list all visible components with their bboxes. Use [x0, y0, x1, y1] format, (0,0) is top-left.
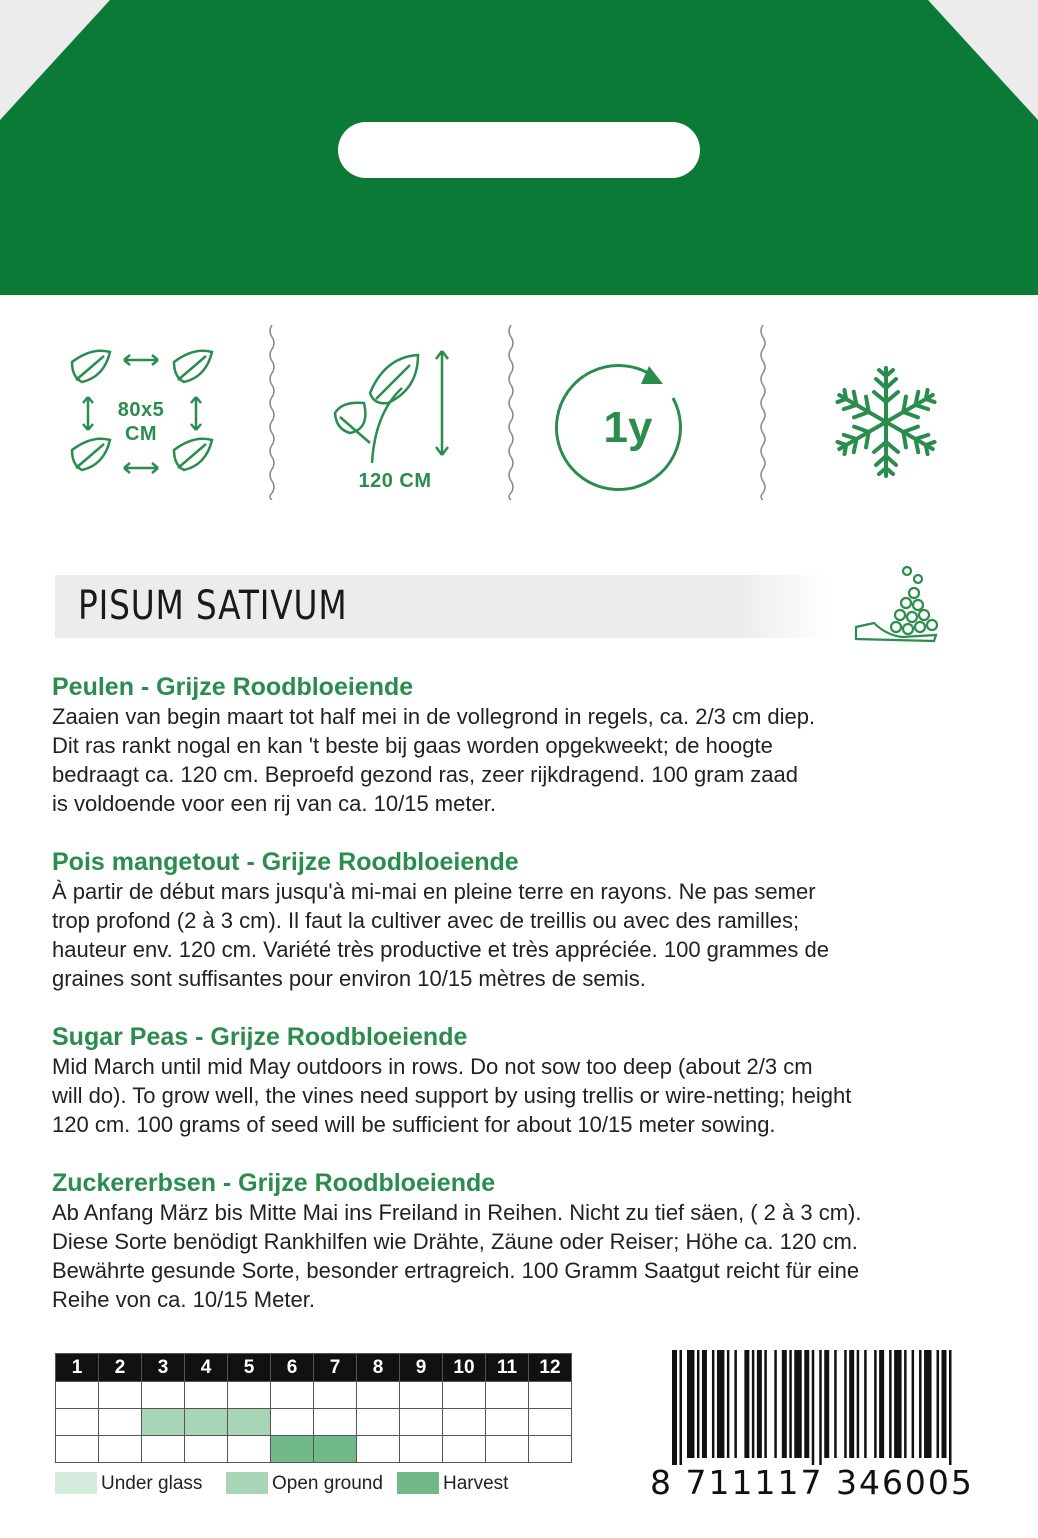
barcode-digits: 8 711117 346005 [650, 1463, 974, 1502]
calendar-cell [185, 1436, 228, 1463]
calendar-cell [486, 1436, 529, 1463]
barcode-bar [757, 1350, 762, 1458]
calendar-month-header: 9 [400, 1354, 443, 1382]
section-french [52, 847, 992, 993]
barcode-bar [819, 1350, 822, 1465]
barcode-bar [744, 1350, 749, 1458]
legend-label: Under glass [101, 1473, 203, 1494]
calendar-cell [529, 1409, 572, 1436]
calendar-month-header: 2 [99, 1354, 142, 1382]
section-line: graines sont suffisantes pour environ 10/15 mètres de semis. [52, 966, 646, 991]
calendar-month-header: 8 [357, 1354, 400, 1382]
barcode-bar [764, 1350, 767, 1458]
calendar-month-header: 10 [443, 1354, 486, 1382]
wavy-divider [267, 325, 277, 500]
barcode-bar [924, 1350, 931, 1458]
legend-swatch [397, 1472, 439, 1494]
section-line: trop profond (2 à 3 cm). Il faut la cultiver avec de treillis ou avec des ramilles; [52, 908, 800, 933]
plant-height-icon [330, 343, 460, 468]
section-title: Zuckererbsen - Grijze Roodbloeiende [52, 1169, 496, 1197]
calendar-month-header: 1 [56, 1354, 99, 1382]
barcode-bar [849, 1350, 854, 1458]
calendar-cell [357, 1436, 400, 1463]
calendar-cell [56, 1436, 99, 1463]
latin-name: PISUM SATIVUM [78, 583, 348, 629]
calendar-cell [271, 1436, 314, 1463]
barcode-bar [889, 1350, 892, 1458]
calendar-cell [228, 1409, 271, 1436]
calendar-cell [271, 1382, 314, 1409]
calendar-cell [56, 1382, 99, 1409]
barcode-bar [834, 1350, 837, 1458]
barcode-bar [937, 1350, 940, 1458]
barcode-bar [912, 1350, 915, 1458]
height-label: 120 CM [358, 470, 432, 492]
section-line: À partir de début mars jusqu'à mi-mai en pleine terre en rayons. Ne pas semer [52, 879, 816, 904]
barcode-bar [874, 1350, 877, 1458]
section-line: will do). To grow well, the vines need support by using trellis or wire-netting; height [52, 1083, 852, 1108]
section-line: Diese Sorte benödigt Rankhilfen wie Drähte, Zäune oder Reiser; Höhe ca. 120 cm. [52, 1229, 858, 1254]
calendar-month-header: 6 [271, 1354, 314, 1382]
seeds-in-hand-icon [852, 565, 942, 643]
calendar-cell [486, 1382, 529, 1409]
lifecycle-label: 1y [603, 403, 653, 452]
calendar-cell [56, 1409, 99, 1436]
barcode-bar [679, 1350, 682, 1465]
calendar-cell [142, 1409, 185, 1436]
calendar-month-header: 4 [185, 1354, 228, 1382]
calendar-cell [357, 1409, 400, 1436]
calendar-cell [529, 1382, 572, 1409]
barcode-bar [844, 1350, 847, 1458]
legend-label: Open ground [272, 1473, 383, 1494]
barcode-bar [727, 1350, 730, 1458]
barcode-bar [687, 1350, 694, 1458]
barcode-bar [879, 1350, 884, 1458]
barcode-bar [752, 1350, 755, 1458]
section-line: Mid March until mid May outdoors in rows. Do not sow too deep (about 2/3 cm [52, 1054, 813, 1079]
section-english [52, 1022, 992, 1139]
section-line: 120 cm. 100 grams of seed will be sufficient for about 10/15 meter sowing. [52, 1112, 776, 1137]
calendar-cell [314, 1436, 357, 1463]
calendar-cell [443, 1409, 486, 1436]
calendar-cell [142, 1382, 185, 1409]
spacing-label-line2: CM [124, 423, 158, 445]
section-line: Bewährte gesunde Sorte, besonder ertragreich. 100 Gramm Saatgut reicht für eine [52, 1258, 860, 1283]
calendar-cell [228, 1382, 271, 1409]
calendar-cell [443, 1382, 486, 1409]
section-title: Peulen - Grijze Roodbloeiende [52, 673, 414, 701]
calendar-month-header: 7 [314, 1354, 357, 1382]
barcode-bar [697, 1350, 700, 1458]
calendar-row-open-ground [56, 1409, 572, 1436]
barcode-bar [824, 1350, 829, 1458]
barcode-bar [894, 1350, 901, 1458]
calendar-cell [142, 1436, 185, 1463]
calendar-cell [99, 1382, 142, 1409]
calendar-cell [314, 1382, 357, 1409]
calendar-row-under-glass [56, 1382, 572, 1409]
wavy-divider [758, 325, 768, 500]
legend-label: Harvest [443, 1473, 509, 1494]
barcode [672, 1350, 954, 1465]
calendar-cell [314, 1409, 357, 1436]
section-line: is voldoende voor een rij van ca. 10/15 meter. [52, 791, 496, 816]
calendar-cell [400, 1382, 443, 1409]
section-line: hauteur env. 120 cm. Variété très productive et très appréciée. 100 grammes de [52, 937, 829, 962]
calendar-cell [529, 1436, 572, 1463]
spacing-label-line1: 80x5 [117, 399, 165, 421]
barcode-bar [702, 1350, 707, 1458]
wavy-divider [506, 325, 516, 500]
section-line: Reihe von ca. 10/15 Meter. [52, 1287, 315, 1312]
legend-swatch [226, 1472, 268, 1494]
barcode-bar [734, 1350, 737, 1458]
barcode-bar [774, 1350, 777, 1458]
calendar-row-harvest [56, 1436, 572, 1463]
calendar-cell [357, 1382, 400, 1409]
barcode-bar [782, 1350, 787, 1458]
hang-slot [338, 122, 700, 178]
calendar-month-header: 11 [486, 1354, 529, 1382]
barcode-bar [904, 1350, 907, 1458]
section-line: Dit ras rankt nogal en kan 't beste bij gaas worden opgekweekt; de hoogte [52, 733, 773, 758]
section-title: Sugar Peas - Grijze Roodbloeiende [52, 1023, 468, 1051]
calendar-cell [185, 1382, 228, 1409]
barcode-bar [717, 1350, 724, 1458]
barcode-bar [812, 1350, 815, 1465]
calendar-cell [99, 1436, 142, 1463]
calendar-cell [271, 1409, 314, 1436]
calendar-cell [228, 1436, 271, 1463]
section-line: bedraagt ca. 120 cm. Beproefd gezond ras, zeer rijkdragend. 100 gram zaad [52, 762, 799, 787]
section-german [52, 1168, 992, 1314]
calendar-cell [400, 1436, 443, 1463]
barcode-bar [789, 1350, 792, 1458]
calendar-cell [443, 1436, 486, 1463]
barcode-bar [942, 1350, 947, 1458]
sowing-calendar [55, 1353, 572, 1463]
section-line: Zaaien van begin maart tot half mei in de vollegrond in regels, ca. 2/3 cm diep. [52, 704, 816, 729]
calendar-month-header: 12 [529, 1354, 572, 1382]
calendar-cell [486, 1409, 529, 1436]
barcode-bar [804, 1350, 809, 1458]
snowflake-icon [830, 362, 942, 482]
calendar-cell [185, 1409, 228, 1436]
calendar-cell [99, 1409, 142, 1436]
barcode-bar [857, 1350, 860, 1458]
barcode-bar [672, 1350, 677, 1465]
legend-swatch [55, 1472, 97, 1494]
section-title: Pois mangetout - Grijze Roodbloeiende [52, 848, 519, 876]
barcode-bar [794, 1350, 801, 1458]
calendar-month-header: 5 [228, 1354, 271, 1382]
section-line: Ab Anfang März bis Mitte Mai ins Freiland in Reihen. Nicht zu tief säen, ( 2 à 3 cm). [52, 1200, 862, 1225]
barcode-bar [949, 1350, 952, 1465]
calendar-cell [400, 1409, 443, 1436]
barcode-bar [712, 1350, 715, 1458]
barcode-bar [919, 1350, 922, 1458]
section-dutch [52, 672, 992, 818]
barcode-bar [864, 1350, 867, 1458]
calendar-month-header: 3 [142, 1354, 185, 1382]
